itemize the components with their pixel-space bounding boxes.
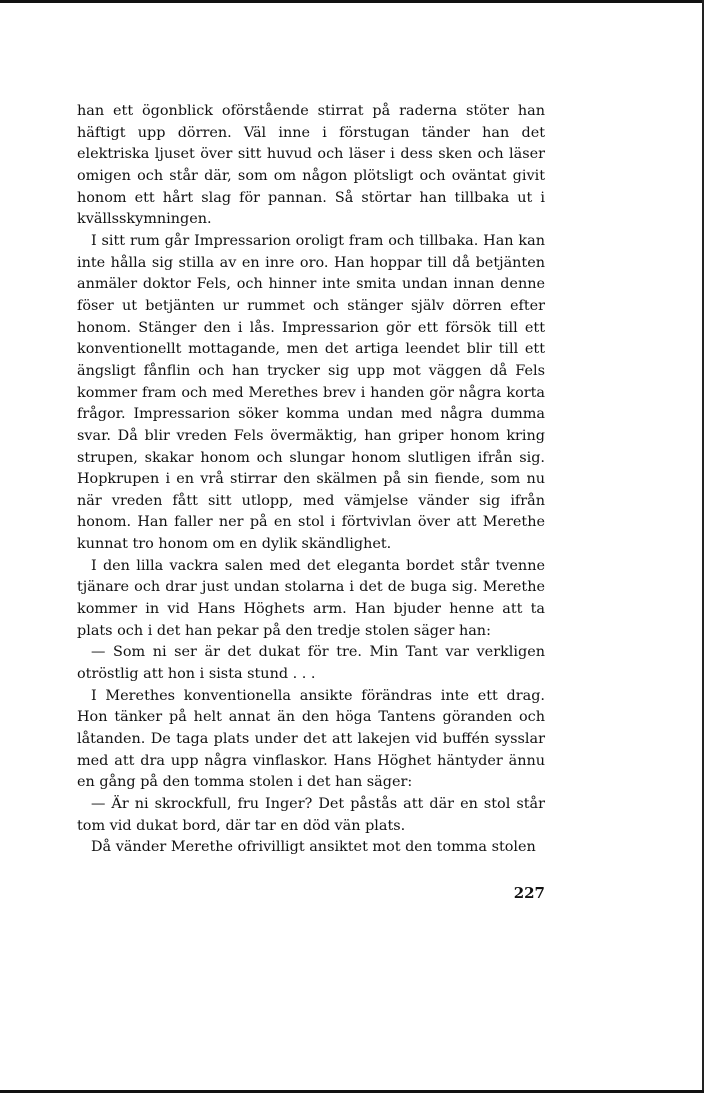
paragraph-6: — Är ni skrockfull, fru Inger? Det påstås att där en stol står tom vid dukat bord, där tar en död vän plats. [77, 796, 545, 834]
page-number: 227 [513, 884, 545, 902]
body-text [77, 101, 545, 859]
paragraph-1: han ett ögonblick oförstående stirrat på raderna stöter han häftigt upp dörren. Väl inne i förstugan tänder han det elektriska ljuset över sitt huvud och läser i dess sken och läser omigen och står där, som om någon plötsligt och oväntat givit honom ett hårt slag för pannan. Så störtar han tillbaka ut i kvällsskymningen. [77, 103, 545, 228]
paragraph-7: Då vänder Merethe ofrivilligt ansiktet mot den tomma stolen [91, 839, 536, 856]
scan-edge-top [0, 0, 704, 3]
paragraph-4: — Som ni ser är det dukat för tre. Min Tant var verkligen otröstlig att hon i sista stund . . . [77, 644, 545, 683]
paragraph-2: I sitt rum går Impressarion oroligt fram och tillbaka. Han kan inte hålla sig stilla av en inre oro. Han hoppar till då betjänten anmäler doktor Fels, och hinner inte smita undan innan denne föser ut betjänten ur rummet och stänger själv dörren efter honom. Stänger den i lås. Impressarion gör ett försök till ett konventionellt mottagande, men det artiga leendet blir till ett ängsligt fånflin och han trycker sig upp mot väggen då Fels kommer fram och med Merethes brev i handen gör några korta frågor. Impressarion söker komma undan med några dumma svar. Då blir vreden Fels övermäktig, han griper honom kring strupen, skakar honom och slungar honom slutligen ifrån sig. Hopkrupen i en vrå stirrar den skälmen på sin fiende, som nu när vreden fått sitt utlopp, med vämjelse vänder sig ifrån honom. Han faller ner på en stol i förtvivlan över att Merethe kunnat tro honom om en dylik skändlighet. [77, 232, 545, 553]
paragraph-3: I den lilla vackra salen med det eleganta bordet står tvenne tjänare och drar just undan stolarna i det de buga sig. Merethe kommer in vid Hans Höghets arm. Han bjuder henne att ta plats och i det han pekar på den tredje stolen säger han: [77, 557, 545, 639]
paragraph-5: I Merethes konventionella ansikte förändras inte ett drag. Hon tänker på helt annat än den höga Tantens göranden och låtanden. De taga plats under det att lakejen vid buffén sysslar med att dra upp några vinflaskor. Hans Höghet häntyder ännu en gång på den tomma stolen i det han säger: [77, 687, 545, 791]
